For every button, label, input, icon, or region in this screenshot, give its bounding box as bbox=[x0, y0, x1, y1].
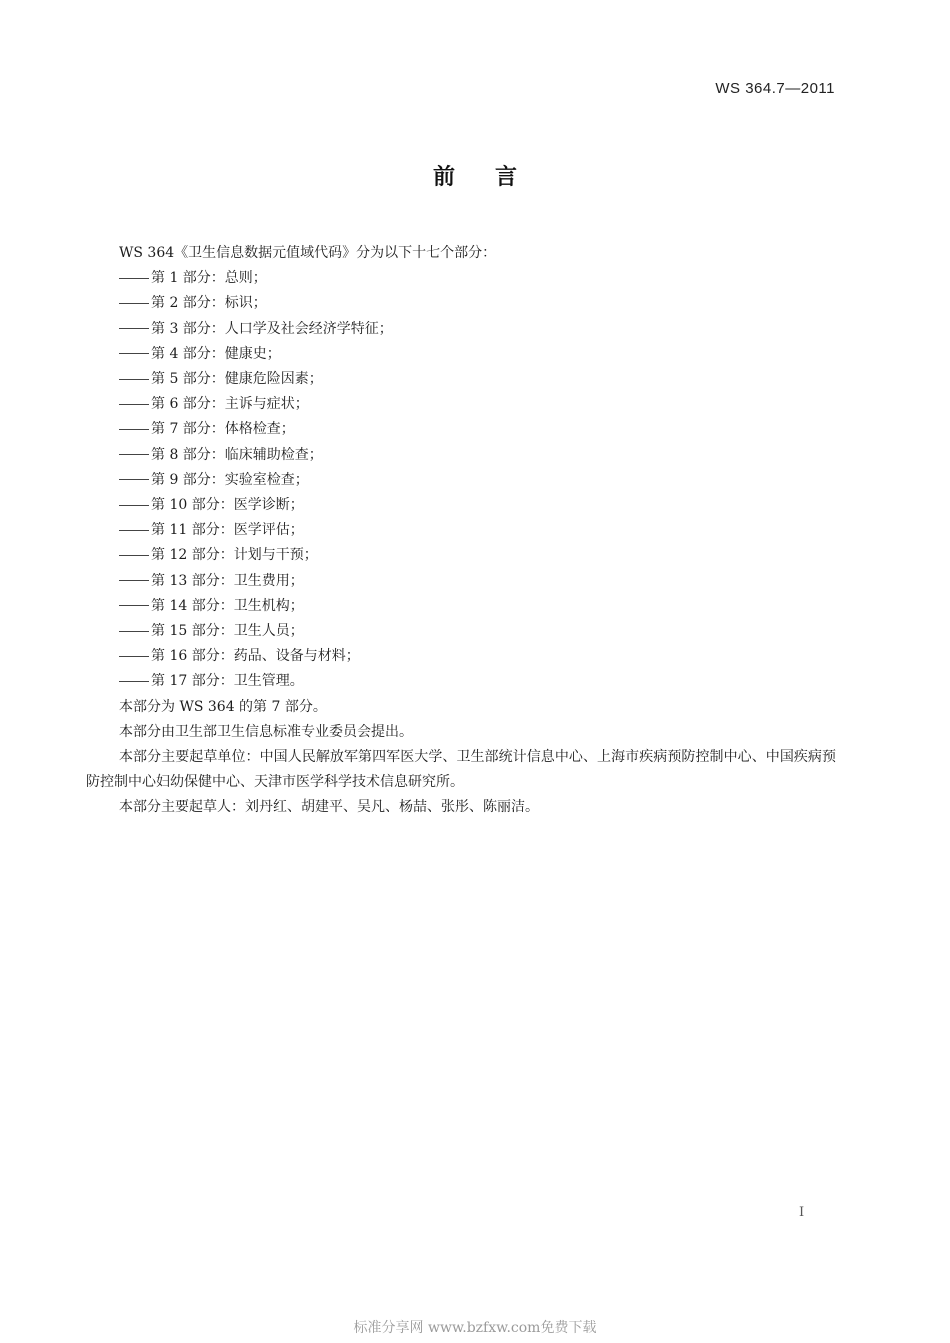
part-label: 第 14 部分：卫生机构； bbox=[151, 597, 304, 614]
standard-number: WS 364.7—2011 bbox=[715, 80, 835, 97]
dash-mark bbox=[119, 404, 149, 405]
list-item bbox=[86, 644, 836, 669]
list-item bbox=[86, 619, 836, 644]
part-of-statement: 本部分为 WS 364 的第 7 部分。 bbox=[119, 698, 327, 715]
dash-mark bbox=[119, 505, 149, 506]
list-item bbox=[86, 443, 836, 468]
list-item bbox=[86, 594, 836, 619]
part-label: 第 10 部分：医学诊断； bbox=[151, 497, 304, 514]
dash-mark bbox=[119, 429, 149, 430]
list-item bbox=[86, 518, 836, 543]
list-item bbox=[86, 342, 836, 367]
drafting-units-statement: 本部分主要起草单位：中国人民解放军第四军医大学、卫生部统计信息中心、上海市疾病预防控制中心、中国疾病预防控制中心妇幼保健中心、天津市医学科学技术信息研究所。 bbox=[86, 749, 836, 791]
part-label: 第 11 部分：医学评估； bbox=[151, 522, 304, 539]
list-item bbox=[86, 392, 836, 417]
dash-mark bbox=[119, 555, 149, 556]
drafters-statement: 本部分主要起草人：刘丹红、胡建平、吴凡、杨喆、张彤、陈丽洁。 bbox=[119, 799, 539, 816]
dash-mark bbox=[119, 328, 149, 329]
part-label: 第 17 部分：卫生管理。 bbox=[151, 673, 304, 690]
part-label: 第 9 部分：实验室检查； bbox=[151, 471, 309, 488]
dash-mark bbox=[119, 530, 149, 531]
part-label: 第 4 部分：健康史； bbox=[151, 345, 281, 362]
list-item bbox=[86, 493, 836, 518]
dash-mark bbox=[119, 605, 149, 606]
part-label: 第 5 部分：健康危险因素； bbox=[151, 371, 323, 388]
dash-mark bbox=[119, 278, 149, 279]
proposed-by-statement: 本部分由卫生部卫生信息标准专业委员会提出。 bbox=[119, 723, 413, 740]
foreword-body bbox=[86, 241, 836, 821]
list-item bbox=[86, 367, 836, 392]
part-label: 第 8 部分：临床辅助检查； bbox=[151, 446, 323, 463]
part-label: 第 1 部分：总则； bbox=[151, 270, 267, 287]
dash-mark bbox=[119, 353, 149, 354]
part-label: 第 7 部分：体格检查； bbox=[151, 421, 295, 438]
dash-mark bbox=[119, 379, 149, 380]
list-item bbox=[86, 669, 836, 694]
list-item bbox=[86, 417, 836, 442]
list-item bbox=[86, 569, 836, 594]
dash-mark bbox=[119, 479, 149, 480]
part-label: 第 3 部分：人口学及社会经济学特征； bbox=[151, 320, 393, 337]
parts-list bbox=[86, 266, 836, 694]
list-item bbox=[86, 468, 836, 493]
part-label: 第 15 部分：卫生人员； bbox=[151, 623, 304, 640]
page-number: I bbox=[799, 1205, 805, 1220]
dash-mark bbox=[119, 580, 149, 581]
list-item bbox=[86, 266, 836, 291]
list-item bbox=[86, 291, 836, 316]
part-label: 第 13 部分：卫生费用； bbox=[151, 572, 304, 589]
dash-mark bbox=[119, 454, 149, 455]
dash-mark bbox=[119, 303, 149, 304]
intro-paragraph: WS 364《卫生信息数据元值域代码》分为以下十七个部分： bbox=[119, 245, 497, 261]
dash-mark bbox=[119, 656, 149, 657]
list-item bbox=[86, 317, 836, 342]
part-label: 第 6 部分：主诉与症状； bbox=[151, 396, 309, 413]
site-watermark: 标准分享网 www.bzfxw.com免费下载 bbox=[353, 1320, 597, 1336]
list-item bbox=[86, 543, 836, 568]
part-label: 第 12 部分：计划与干预； bbox=[151, 547, 318, 564]
part-label: 第 16 部分：药品、设备与材料； bbox=[151, 648, 360, 665]
dash-mark bbox=[119, 681, 149, 682]
page-title: 前言 bbox=[432, 165, 557, 190]
dash-mark bbox=[119, 631, 149, 632]
part-label: 第 2 部分：标识； bbox=[151, 295, 267, 312]
